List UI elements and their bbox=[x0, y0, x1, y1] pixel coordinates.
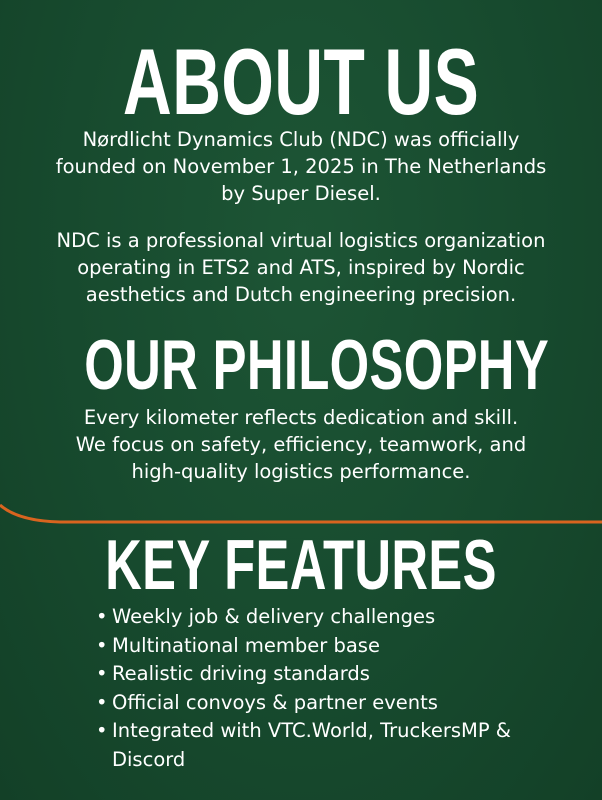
philosophy-paragraph-line-1: Every kilometer reflects dedication and skill. bbox=[83, 406, 519, 429]
about-paragraph-1-line-3: by Super Diesel. bbox=[221, 182, 381, 205]
features-heading: KEY FEATURES bbox=[105, 525, 497, 604]
philosophy-paragraph bbox=[40, 404, 562, 485]
about-paragraph-2-line-1: NDC is a professional virtual logistics organization bbox=[56, 229, 546, 252]
about-section-heading-wrap bbox=[0, 29, 602, 134]
philosophy-paragraph-line-2: We focus on safety, efficiency, teamwork, and bbox=[75, 433, 527, 456]
features-section-heading-wrap bbox=[0, 525, 602, 604]
about-paragraph-2-line-3: aesthetics and Dutch engineering precision. bbox=[85, 283, 517, 306]
about-paragraph-1 bbox=[40, 126, 562, 207]
about-paragraph-1-line-2: founded on November 1, 2025 in The Netherlands bbox=[55, 155, 547, 178]
feature-item: • Multinational member base bbox=[96, 632, 556, 661]
philosophy-section-heading-wrap bbox=[0, 325, 602, 404]
about-heading: ABOUT US bbox=[122, 29, 480, 134]
philosophy-paragraph-line-3: high-quality logistics performance. bbox=[131, 460, 471, 483]
feature-item: • Integrated with VTC.World, TruckersMP & Discord bbox=[96, 717, 556, 774]
feature-item: • Weekly job & delivery challenges bbox=[96, 603, 556, 632]
feature-item: • Official convoys & partner events bbox=[96, 689, 556, 718]
about-paragraph-2 bbox=[40, 227, 562, 308]
features-list bbox=[96, 603, 556, 774]
about-paragraph-1-line-1: Nørdlicht Dynamics Club (NDC) was officially bbox=[82, 128, 520, 151]
feature-item: • Realistic driving standards bbox=[96, 660, 556, 689]
philosophy-heading: OUR PHILOSOPHY bbox=[84, 325, 550, 404]
about-paragraph-2-line-2: operating in ETS2 and ATS, inspired by Nordic bbox=[77, 256, 525, 279]
